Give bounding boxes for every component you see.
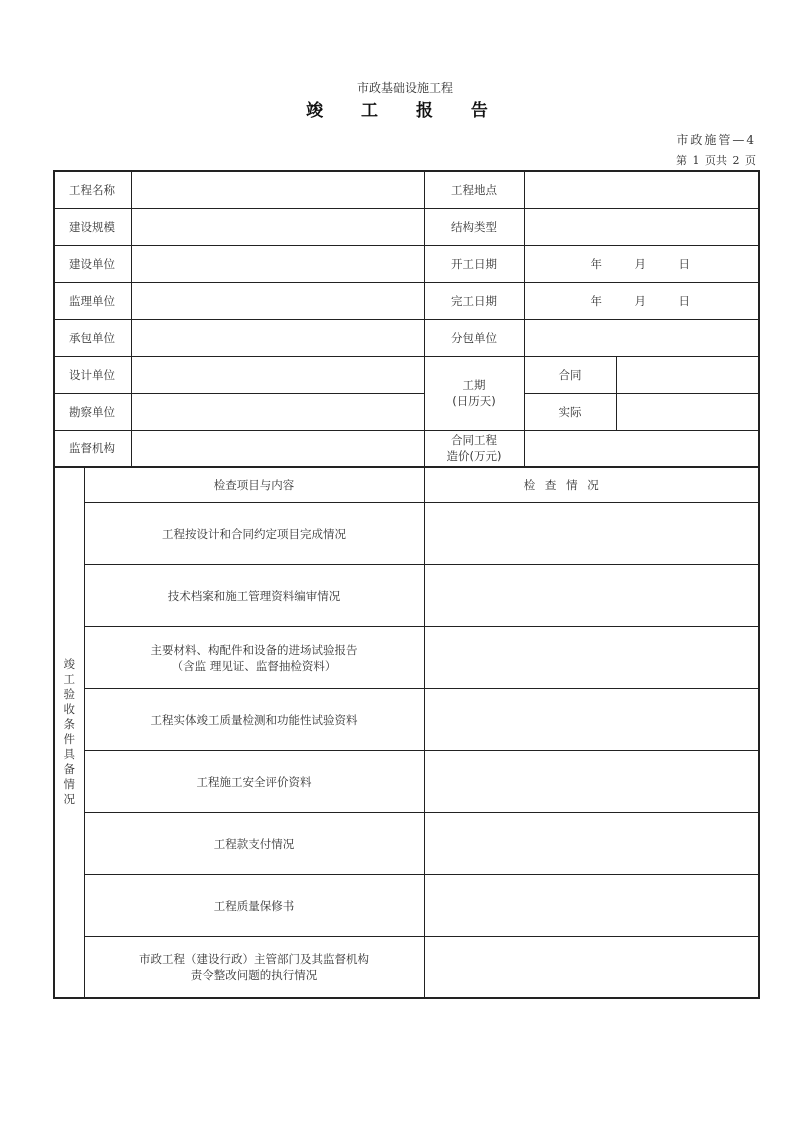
- check-status-field[interactable]: [424, 565, 759, 627]
- check-item-line: 主要材料、构配件和设备的进场试验报告: [150, 642, 358, 657]
- construction-unit-field[interactable]: [131, 245, 424, 282]
- check-item-line: 工程质量保修书: [213, 898, 295, 913]
- project-info-table: [53, 170, 760, 468]
- actual-duration-label: 实际: [524, 393, 616, 430]
- actual-duration-field[interactable]: [616, 393, 759, 430]
- subcontractor-label: 分包单位: [424, 319, 524, 356]
- supervisory-agency-label: 监督机构: [54, 430, 131, 467]
- check-item: [84, 565, 424, 627]
- check-status-field[interactable]: [424, 627, 759, 689]
- design-unit-label: 设计单位: [54, 356, 131, 393]
- completion-check-table: [53, 467, 760, 999]
- check-item: [84, 937, 424, 998]
- completion-day-label: 日: [678, 293, 690, 308]
- project-location-label: 工程地点: [424, 171, 524, 208]
- contract-cost-label-line2: 造价(万元): [446, 449, 502, 464]
- completion-year-label: 年: [590, 293, 602, 308]
- check-item: [84, 751, 424, 813]
- check-item: [84, 875, 424, 937]
- contract-duration-field[interactable]: [616, 356, 759, 393]
- check-status-field[interactable]: [424, 751, 759, 813]
- check-item-line: 工程施工安全评价资料: [196, 774, 312, 789]
- survey-unit-field[interactable]: [131, 393, 424, 430]
- subcontractor-field[interactable]: [524, 319, 759, 356]
- construction-scale-label: 建设规模: [54, 208, 131, 245]
- check-item-line: 工程按设计和合同约定项目完成情况: [162, 526, 346, 541]
- form-code: 市政施管—4: [676, 133, 756, 147]
- check-status-field[interactable]: [424, 689, 759, 751]
- form-subtitle: 市政基础设施工程: [356, 81, 453, 95]
- contract-cost-label-line1: 合同工程: [451, 433, 497, 448]
- completion-month-label: 月: [634, 293, 646, 308]
- construction-unit-label: 建设单位: [54, 245, 131, 282]
- contractor-label: 承包单位: [54, 319, 131, 356]
- contract-cost-field[interactable]: [524, 430, 759, 467]
- check-status-field[interactable]: [424, 813, 759, 875]
- check-item: [84, 503, 424, 565]
- check-item: [84, 689, 424, 751]
- start-date-label: 开工日期: [424, 245, 524, 282]
- check-item-line: 技术档案和施工管理资料编审情况: [167, 588, 341, 603]
- completion-date-label: 完工日期: [424, 282, 524, 319]
- check-item-line: 市政工程（建设行政）主管部门及其监督机构: [139, 951, 369, 966]
- page-number: 第 1 页共 2 页: [676, 154, 756, 167]
- check-side-label-text: 竣工验收条件具备情况: [63, 657, 75, 807]
- duration-label: [424, 356, 524, 430]
- check-item-line: 责令整改问题的执行情况: [190, 967, 318, 982]
- project-location-field[interactable]: [524, 171, 759, 208]
- check-item: [84, 813, 424, 875]
- check-items-header: 检查项目与内容: [84, 468, 424, 503]
- completion-date-field[interactable]: [524, 282, 759, 319]
- duration-label-line2: (日历天): [452, 394, 496, 408]
- start-day-label: 日: [678, 256, 690, 271]
- supervisory-agency-field[interactable]: [131, 430, 424, 467]
- check-status-field[interactable]: [424, 937, 759, 998]
- form-title: 竣 工 报 告: [306, 101, 504, 121]
- duration-label-line1: 工期: [462, 378, 486, 392]
- structure-type-label: 结构类型: [424, 208, 524, 245]
- check-status-field[interactable]: [424, 875, 759, 937]
- check-item-line: 工程款支付情况: [213, 836, 295, 851]
- start-month-label: 月: [634, 256, 646, 271]
- structure-type-field[interactable]: [524, 208, 759, 245]
- check-status-field[interactable]: [424, 503, 759, 565]
- check-side-label: [54, 468, 84, 998]
- contract-duration-label: 合同: [524, 356, 616, 393]
- construction-scale-field[interactable]: [131, 208, 424, 245]
- project-name-field[interactable]: [131, 171, 424, 208]
- check-item: [84, 627, 424, 689]
- supervision-unit-field[interactable]: [131, 282, 424, 319]
- project-name-label: 工程名称: [54, 171, 131, 208]
- start-date-field[interactable]: [524, 245, 759, 282]
- survey-unit-label: 勘察单位: [54, 393, 131, 430]
- check-item-line: （含监 理见证、监督抽检资料）: [171, 658, 337, 673]
- design-unit-field[interactable]: [131, 356, 424, 393]
- contractor-field[interactable]: [131, 319, 424, 356]
- check-item-line: 工程实体竣工质量检测和功能性试验资料: [150, 712, 358, 727]
- contract-cost-label: [424, 430, 524, 467]
- check-status-header: 检 查 情 况: [424, 468, 759, 503]
- supervision-unit-label: 监理单位: [54, 282, 131, 319]
- start-year-label: 年: [590, 256, 602, 271]
